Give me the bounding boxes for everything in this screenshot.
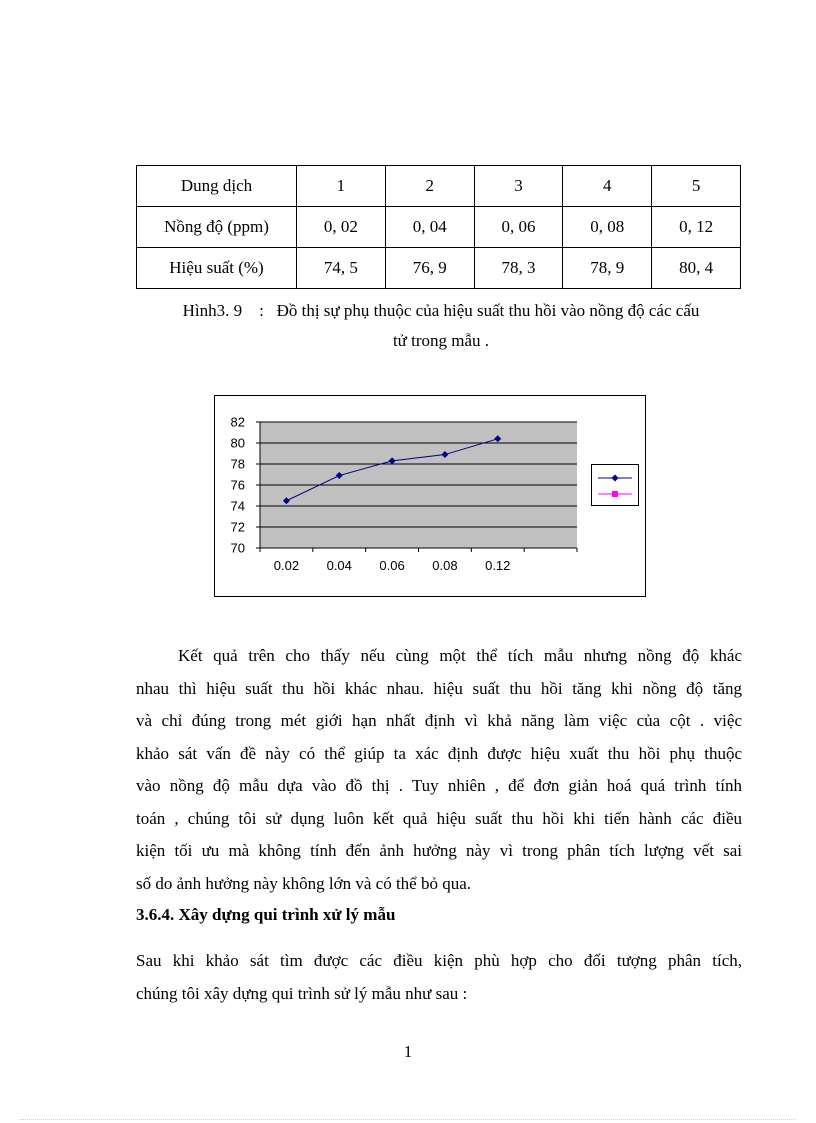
paragraph-line: vào nồng độ mẫu dựa vào đồ thị . Tuy nhiên , để đơn giản hoá quá trình tính (136, 776, 742, 795)
paragraph-line: kiện tối ưu mà không tính đến ảnh hưởng này vì trong phân tích lượng vết sai (136, 841, 742, 860)
y-tick-label: 74 (230, 498, 245, 514)
chart-svg (215, 396, 645, 596)
caption-line-1: Hình3. 9 : Đồ thị sự phụ thuộc của hiệu suất thu hồi vào nồng độ các cấu (182, 301, 700, 320)
figure-caption (136, 296, 746, 356)
table-cell: 80, 4 (652, 248, 741, 289)
y-tick-label: 70 (230, 540, 245, 556)
table-row-header: Dung dịch (137, 166, 297, 207)
table-cell: 2 (385, 166, 474, 207)
chart-legend (591, 464, 639, 506)
paragraph-line: và chỉ đúng trong mét giới hạn nhất định vì khả năng làm việc của cột . việc (136, 711, 742, 730)
section-heading (136, 905, 395, 925)
table-cell: 74, 5 (297, 248, 386, 289)
x-tick-label: 0.08 (432, 558, 458, 573)
y-tick-label: 80 (230, 435, 245, 451)
y-tick-label: 76 (230, 477, 245, 493)
section-number: 3.6.4. (136, 905, 175, 924)
paragraph-line: số do ảnh hưởng này không lớn và có thể bỏ qua. (136, 873, 472, 893)
paragraph-line: Sau khi khảo sát tìm được các điều kiện phù hợp cho đối tượng phân tích, (136, 951, 742, 970)
table-cell: 0, 08 (563, 207, 652, 248)
y-tick-label: 72 (230, 519, 245, 535)
footer-divider (20, 1119, 796, 1120)
paragraph-line: khảo sát vấn đề này có thể giúp ta xác định được hiệu xuất thu hồi phụ thuộc (136, 743, 742, 763)
table-cell: 0, 04 (385, 207, 474, 248)
table-row (137, 248, 741, 289)
table-cell: 0, 02 (297, 207, 386, 248)
line-chart (214, 395, 646, 597)
table-cell: 0, 12 (652, 207, 741, 248)
table-row-header: Nồng độ (ppm) (137, 207, 297, 248)
table-cell: 78, 3 (474, 248, 563, 289)
table-row (137, 166, 741, 207)
page-number: 1 (403, 1042, 413, 1061)
body-paragraph-2 (136, 945, 742, 1010)
y-tick-label: 82 (230, 414, 245, 430)
table-cell: 78, 9 (563, 248, 652, 289)
table-cell: 5 (652, 166, 741, 207)
table-cell: 1 (297, 166, 386, 207)
table-cell: 4 (563, 166, 652, 207)
data-table (136, 165, 741, 289)
legend-series-1-marker (598, 475, 632, 482)
table-row (137, 207, 741, 248)
x-tick-label: 0.02 (273, 558, 300, 573)
paragraph-line: toán , chúng tôi sử dụng luôn kết quả hiệu suất thu hồi khi tiến hành các điều (136, 808, 742, 828)
paragraph-line: Kết quả trên cho thấy nếu cùng một thể tích mẫu nhưng nồng độ khác (178, 646, 742, 665)
paragraph-line: chúng tôi xây dựng qui trình sử lý mẫu như sau : (136, 983, 468, 1003)
legend-series-2-marker (598, 491, 632, 497)
table-cell: 3 (474, 166, 563, 207)
x-tick-label: 0.12 (485, 558, 511, 573)
paragraph-line: nhau thì hiệu suất thu hồi khác nhau. hiệu suất thu hồi tăng khi nồng độ tăng (136, 678, 742, 698)
caption-line-2: tử trong mẫu . (392, 331, 490, 350)
table-cell: 0, 06 (474, 207, 563, 248)
section-title: Xây dựng qui trình xử lý mẫu (178, 905, 396, 924)
y-tick-label: 78 (230, 456, 245, 472)
x-tick-label: 0.06 (379, 558, 405, 573)
table-row-header: Hiệu suất (%) (137, 248, 297, 289)
table-cell: 76, 9 (385, 248, 474, 289)
x-tick-label: 0.04 (326, 558, 352, 573)
body-paragraph-1 (136, 640, 742, 900)
